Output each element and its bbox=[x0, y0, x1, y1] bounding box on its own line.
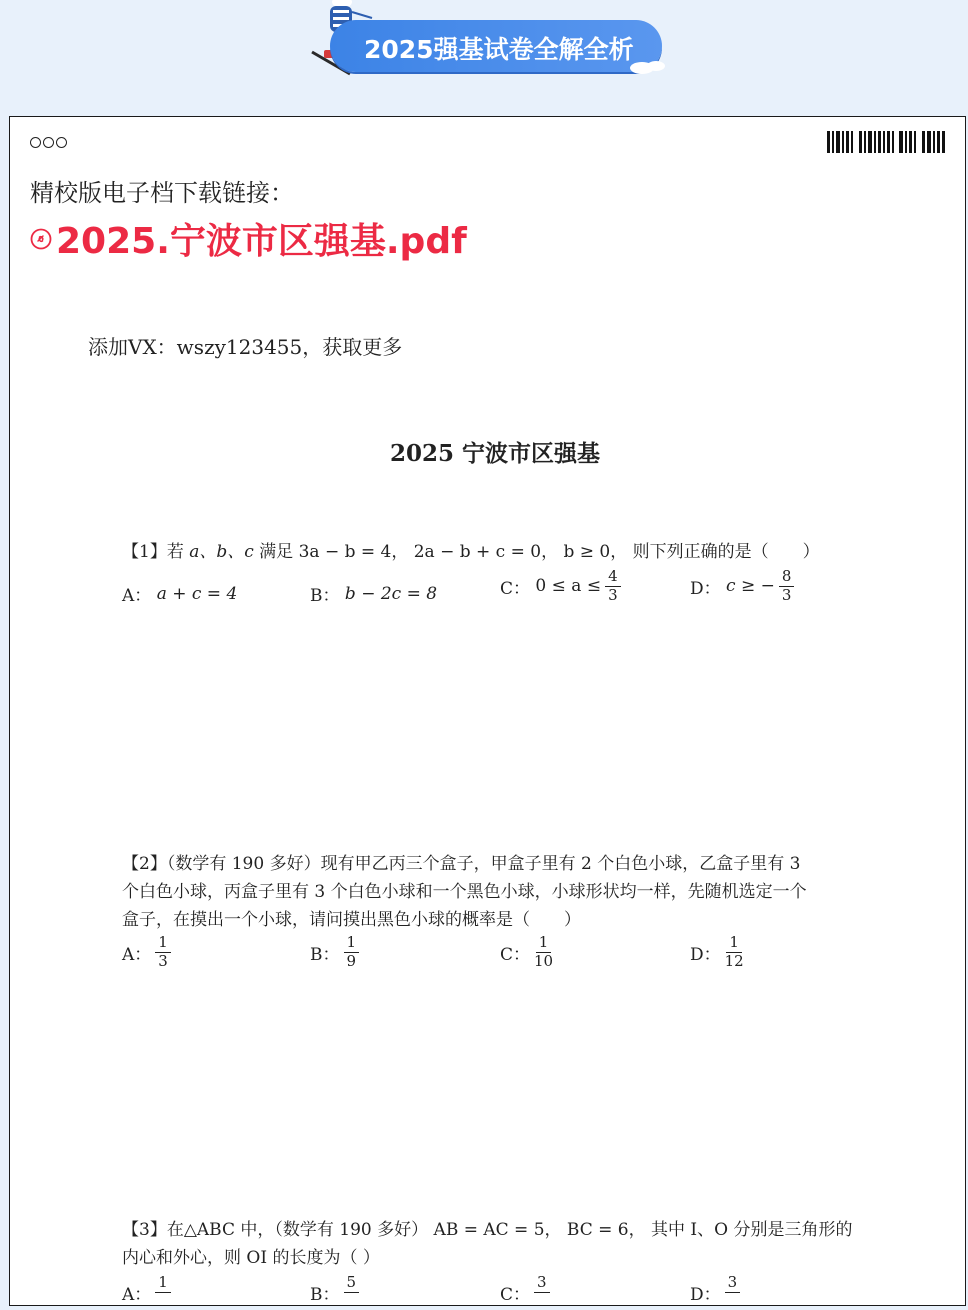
download-subtitle: 精校版电子档下载链接： bbox=[30, 179, 294, 207]
more-options-icon[interactable] bbox=[30, 133, 69, 152]
q2-option-b: B： $\frac{1}{9}$ bbox=[310, 935, 359, 970]
q1-option-b: B： b − 2c = 8 bbox=[310, 583, 438, 606]
q3-line-1: 【3】在△ABC 中，（数学有 190 多好） AB = AC = 5， BC = 6， 其中 I、O 分别是三角形的 bbox=[122, 1220, 853, 1240]
q2-line-2: 个白色小球，丙盒子里有 3 个白色小球和一个黑色小球，小球形状均一样，先随机选定一个 bbox=[122, 882, 807, 902]
q2-option-d: D： $\frac{1}{12}$ bbox=[690, 933, 744, 970]
q2-option-c: C： $\frac{1}{10}$ bbox=[500, 933, 554, 970]
q1-option-c: C： 0 ≤ a ≤ $\frac{4}{3}$ bbox=[500, 569, 621, 604]
q1-c-fraction: $\frac{4}{3}$ bbox=[605, 569, 621, 604]
banner-title-pill bbox=[330, 20, 662, 72]
pdf-download-link[interactable] bbox=[30, 213, 467, 264]
q3-option-c: C： 3 bbox=[500, 1275, 550, 1310]
q1-option-a: A： a + c = 4 bbox=[122, 583, 238, 606]
snow-decoration-icon bbox=[628, 56, 668, 76]
link-icon bbox=[30, 228, 52, 250]
q2-line-1: 【2】（数学有 190 多好）现有甲乙丙三个盒子，甲盒子里有 2 个白色小球，乙盒子里有 3 bbox=[122, 854, 801, 874]
q1-option-d: D： c ≥ − $\frac{8}{3}$ bbox=[690, 569, 794, 604]
q2-line-3: 盒子，在摸出一个小球，请问摸出黑色小球的概率是（ ） bbox=[122, 910, 581, 930]
q3-line-2: 内心和外心，则 OI 的长度为（ ） bbox=[122, 1248, 380, 1268]
q1-stem: 【1】若 a、b、c 满足 3a − b = 4， 2a − b + c = 0， b ≥ 0， 则下列正确的是（ ） bbox=[122, 542, 820, 562]
paper-title: 2025 宁波市区强基 bbox=[390, 440, 601, 467]
q2-option-a: A： $\frac{1}{3}$ bbox=[122, 935, 171, 970]
banner-title: 2025强基试卷全解全析 bbox=[364, 35, 634, 64]
q3-option-b: B： 5 bbox=[310, 1275, 359, 1310]
pdf-file-name: 2025.宁波市区强基.pdf bbox=[56, 221, 467, 262]
q1-d-fraction: $\frac{8}{3}$ bbox=[779, 569, 795, 604]
header-banner bbox=[0, 0, 968, 116]
wechat-note: 添加VX：wszy123455，获取更多 bbox=[88, 335, 403, 359]
q3-option-d: D： 3 bbox=[690, 1275, 740, 1310]
document-card bbox=[9, 116, 966, 1306]
barcode-icon bbox=[827, 131, 947, 155]
q3-option-a: A： 1 bbox=[122, 1275, 171, 1310]
